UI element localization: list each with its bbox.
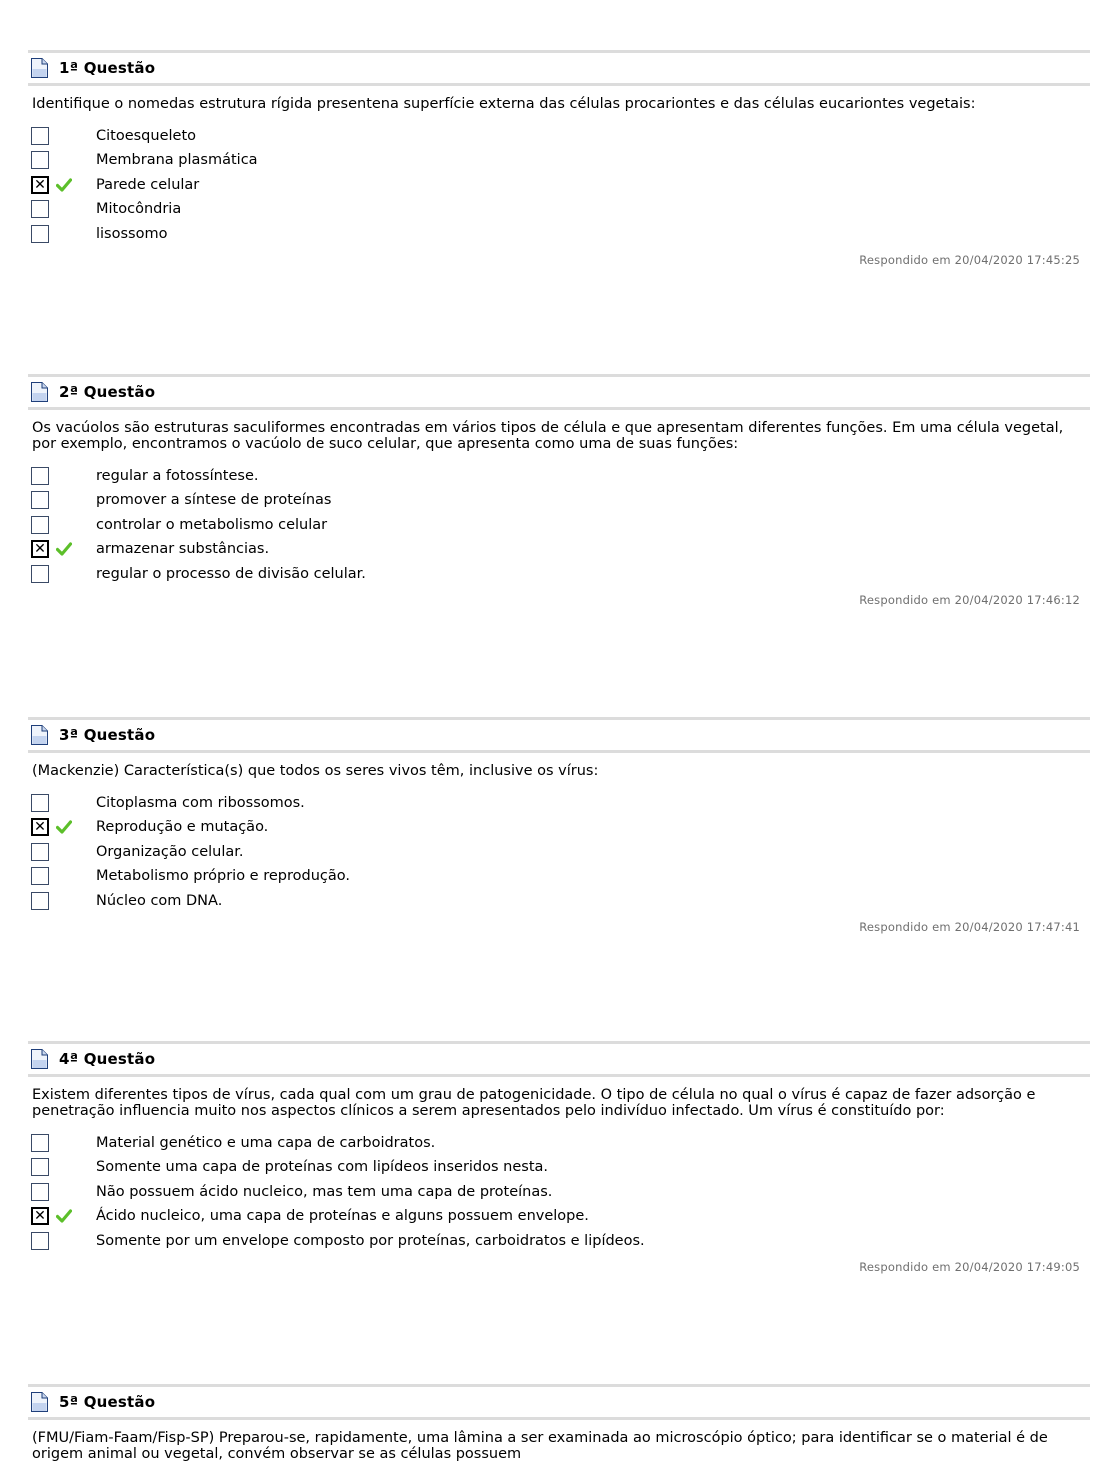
answered-timestamp: Respondido em 20/04/2020 17:47:41 <box>859 919 1080 934</box>
option-label: Membrana plasmática <box>96 152 258 169</box>
option-label: Organização celular. <box>96 843 244 860</box>
question-header <box>28 50 1090 86</box>
green-checkmark-icon <box>56 819 72 833</box>
green-checkmark-icon <box>56 541 72 555</box>
answer-option[interactable] <box>28 793 1090 817</box>
answer-option[interactable] <box>28 842 1090 866</box>
option-checkbox[interactable]: ✕ <box>31 176 49 194</box>
answer-option[interactable] <box>28 817 1090 841</box>
option-checkbox[interactable] <box>31 1183 49 1201</box>
option-checkbox[interactable] <box>31 516 49 534</box>
answer-options <box>28 466 1090 588</box>
option-checkbox[interactable] <box>31 491 49 509</box>
option-checkbox[interactable]: ✕ <box>31 1207 49 1225</box>
answer-option[interactable] <box>28 1231 1090 1255</box>
answer-option[interactable] <box>28 564 1090 588</box>
answer-option[interactable] <box>28 891 1090 915</box>
option-checkbox[interactable] <box>31 892 49 910</box>
answer-options <box>28 126 1090 248</box>
question-header <box>28 717 1090 753</box>
answer-options <box>28 1133 1090 1255</box>
option-label: Núcleo com DNA. <box>96 892 223 909</box>
answer-option[interactable] <box>28 126 1090 150</box>
answer-options <box>28 793 1090 915</box>
answer-option[interactable] <box>28 866 1090 890</box>
answer-option[interactable] <box>28 150 1090 174</box>
option-label: lisossomo <box>96 225 168 242</box>
question-title: 5ª Questão <box>59 1393 156 1411</box>
question-title: 4ª Questão <box>59 1050 156 1068</box>
document-icon <box>30 1049 49 1069</box>
answer-option[interactable] <box>28 1206 1090 1230</box>
question-title: 1ª Questão <box>59 59 156 77</box>
question-block <box>28 1041 1090 1274</box>
option-label: armazenar substâncias. <box>96 541 270 558</box>
option-checkbox[interactable] <box>31 867 49 885</box>
option-label: Não possuem ácido nucleico, mas tem uma capa de proteínas. <box>96 1183 553 1200</box>
answer-option[interactable] <box>28 175 1090 199</box>
question-header <box>28 1384 1090 1420</box>
question-block <box>28 717 1090 934</box>
answer-option[interactable] <box>28 1157 1090 1181</box>
answered-timestamp: Respondido em 20/04/2020 17:46:12 <box>859 592 1080 607</box>
document-icon <box>30 725 49 745</box>
green-checkmark-icon <box>56 1208 72 1222</box>
option-label: Parede celular <box>96 176 200 193</box>
question-title: 2ª Questão <box>59 383 156 401</box>
option-checkbox[interactable] <box>31 565 49 583</box>
option-checkbox[interactable] <box>31 467 49 485</box>
option-checkbox[interactable] <box>31 200 49 218</box>
answered-timestamp: Respondido em 20/04/2020 17:49:05 <box>859 1259 1080 1274</box>
question-text: Os vacúolos são estruturas saculiformes encontradas em vários tipos de célula e que apresentam diferentes funções. Em uma célula vegetal, por exemplo, encontramos o vacúolo de suco celular, que apresenta como uma de suas funções: <box>32 420 1064 452</box>
option-label: regular o processo de divisão celular. <box>96 565 366 582</box>
question-title: 3ª Questão <box>59 726 156 744</box>
option-label: controlar o metabolismo celular <box>96 516 328 533</box>
option-checkbox[interactable] <box>31 225 49 243</box>
option-checkbox[interactable] <box>31 151 49 169</box>
option-checkbox[interactable]: ✕ <box>31 818 49 836</box>
answer-option[interactable] <box>28 199 1090 223</box>
answered-timestamp: Respondido em 20/04/2020 17:45:25 <box>859 252 1080 267</box>
option-label: regular a fotossíntese. <box>96 468 259 484</box>
option-label: Mitocôndria <box>96 201 182 218</box>
answer-option[interactable] <box>28 539 1090 563</box>
document-icon <box>30 58 49 78</box>
question-block <box>28 1384 1090 1462</box>
option-checkbox[interactable] <box>31 794 49 812</box>
option-label: Material genético e uma capa de carboidratos. <box>96 1135 436 1151</box>
option-label: Citoesqueleto <box>96 128 197 144</box>
option-checkbox[interactable] <box>31 843 49 861</box>
question-text: (FMU/Fiam-Faam/Fisp-SP) Preparou-se, rapidamente, uma lâmina a ser examinada ao microscópio óptico; para identificar se o material é de origem animal ou vegetal, convém observar se as células possuem <box>32 1430 1048 1462</box>
document-icon <box>30 1392 49 1412</box>
question-header <box>28 1041 1090 1077</box>
answer-option[interactable] <box>28 224 1090 248</box>
question-text: Identifique o nomedas estrutura rígida presentena superfície externa das células procariontes e das células eucariontes vegetais: <box>32 96 976 112</box>
option-checkbox[interactable] <box>31 127 49 145</box>
question-block <box>28 50 1090 267</box>
answer-option[interactable] <box>28 1182 1090 1206</box>
answer-option[interactable] <box>28 466 1090 490</box>
option-label: Somente por um envelope composto por proteínas, carboidratos e lipídeos. <box>96 1232 645 1249</box>
option-checkbox[interactable] <box>31 1158 49 1176</box>
answer-option[interactable] <box>28 515 1090 539</box>
question-text: Existem diferentes tipos de vírus, cada qual com um grau de patogenicidade. O tipo de célula no qual o vírus é capaz de fazer adsorção e penetração influencia muito nos aspectos clínicos a serem apresentados pelo indivíduo infectado. Um vírus é constituído por: <box>32 1087 1036 1119</box>
option-label: Metabolismo próprio e reprodução. <box>96 868 350 885</box>
green-checkmark-icon <box>56 177 72 191</box>
option-checkbox[interactable] <box>31 1232 49 1250</box>
question-header <box>28 374 1090 410</box>
answer-option[interactable] <box>28 1133 1090 1157</box>
option-label: Ácido nucleico, uma capa de proteínas e alguns possuem envelope. <box>96 1208 589 1225</box>
answer-option[interactable] <box>28 490 1090 514</box>
option-label: Somente uma capa de proteínas com lipídeos inseridos nesta. <box>96 1159 549 1176</box>
question-block <box>28 374 1090 607</box>
option-checkbox[interactable]: ✕ <box>31 540 49 558</box>
document-icon <box>30 382 49 402</box>
option-checkbox[interactable] <box>31 1134 49 1152</box>
option-label: Reprodução e mutação. <box>96 819 269 836</box>
question-text: (Mackenzie) Característica(s) que todos os seres vivos têm, inclusive os vírus: <box>32 763 599 779</box>
option-label: promover a síntese de proteínas <box>96 492 332 509</box>
option-label: Citoplasma com ribossomos. <box>96 795 305 811</box>
